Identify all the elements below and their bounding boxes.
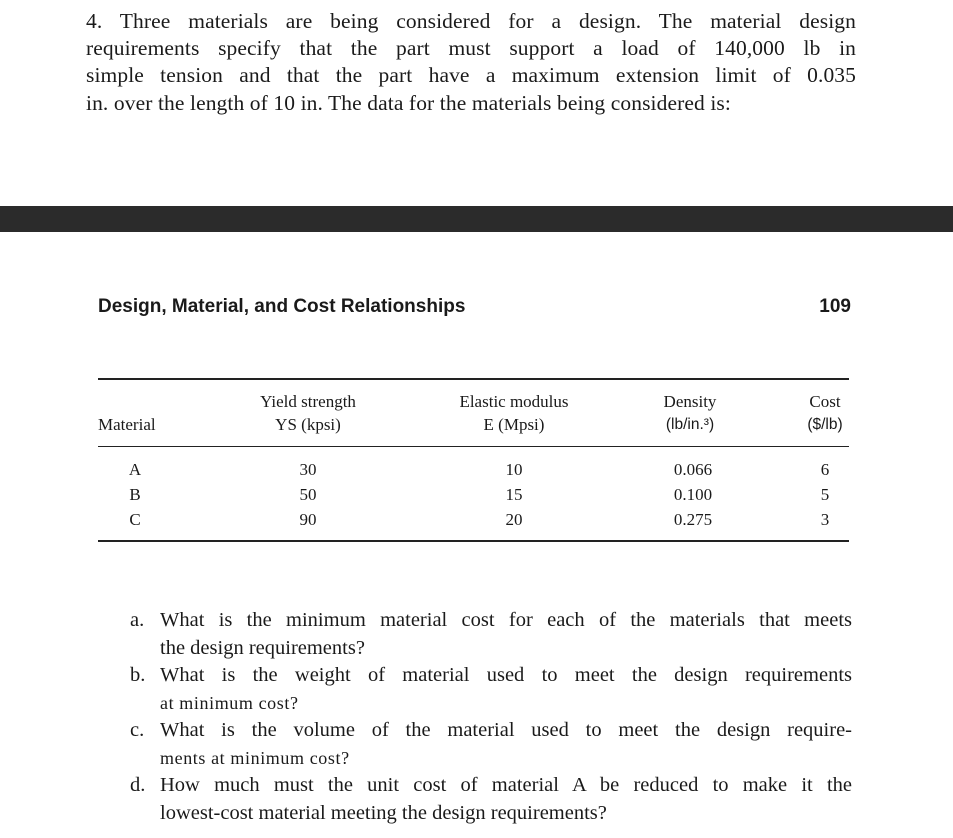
cell-density: 0.066 (673, 460, 713, 479)
cell-modulus: 20 (505, 510, 523, 529)
question-a (130, 607, 852, 662)
question-line: What is the weight of material used to meet the design requirements (160, 664, 852, 686)
cell-material: A (128, 460, 142, 479)
problem-statement (86, 8, 856, 117)
column-header-density: Density (lb/in.³) (663, 392, 717, 433)
cell-modulus: 15 (505, 485, 523, 504)
table-top-rule (98, 378, 849, 380)
question-line: What is the minimum material cost for each of the materials that meets (160, 609, 852, 631)
question-line: lowest-cost material meeting the design requirements? (160, 801, 607, 824)
column-header-yield-strength: Yield strength YS (kpsi) (260, 392, 356, 434)
cell-density: 0.100 (673, 485, 713, 504)
table-header-rule (98, 446, 849, 447)
cell-cost: 3 (820, 510, 830, 529)
page-number: 109 (819, 296, 851, 317)
cell-modulus: 10 (505, 460, 523, 479)
question-letter: c. (130, 719, 145, 741)
question-letter: d. (130, 774, 146, 796)
question-line: the design requirements? (160, 636, 365, 659)
cell-yield: 90 (299, 510, 317, 529)
question-line: at minimum cost? (160, 692, 299, 713)
question-b (130, 662, 852, 717)
cell-yield: 50 (299, 485, 317, 504)
question-d (130, 772, 852, 827)
running-header (98, 296, 851, 324)
section-title: Design, Material, and Cost Relationships (98, 296, 466, 317)
problem-line: simple tension and that the part have a maximum extension limit of 0.035 (86, 63, 856, 88)
cell-cost: 5 (820, 485, 830, 504)
question-line: ments at minimum cost? (160, 747, 350, 768)
table-bottom-rule (98, 540, 849, 542)
cell-material: C (129, 510, 141, 529)
problem-line: requirements specify that the part must support a load of 140,000 lb in (86, 36, 856, 61)
question-c (130, 717, 852, 772)
page-divider (0, 206, 953, 232)
cell-material: B (129, 485, 141, 504)
column-header-material: Material (98, 415, 156, 434)
cell-yield: 30 (299, 460, 317, 479)
question-line: How much must the unit cost of material A be reduced to make it the (160, 774, 852, 796)
cell-cost: 6 (820, 460, 830, 479)
question-letter: b. (130, 664, 146, 686)
column-header-elastic-modulus: Elastic modulus E (Mpsi) (459, 392, 569, 434)
problem-line: 4. Three materials are being considered for a design. The material design (86, 9, 856, 33)
question-line: What is the volume of the material used to meet the design require- (160, 719, 852, 741)
cell-density: 0.275 (673, 510, 713, 529)
problem-line: in. over the length of 10 in. The data for the materials being considered is: (86, 90, 731, 115)
question-list (130, 607, 852, 827)
question-letter: a. (130, 609, 145, 631)
column-header-cost: Cost ($/lb) (807, 392, 843, 433)
